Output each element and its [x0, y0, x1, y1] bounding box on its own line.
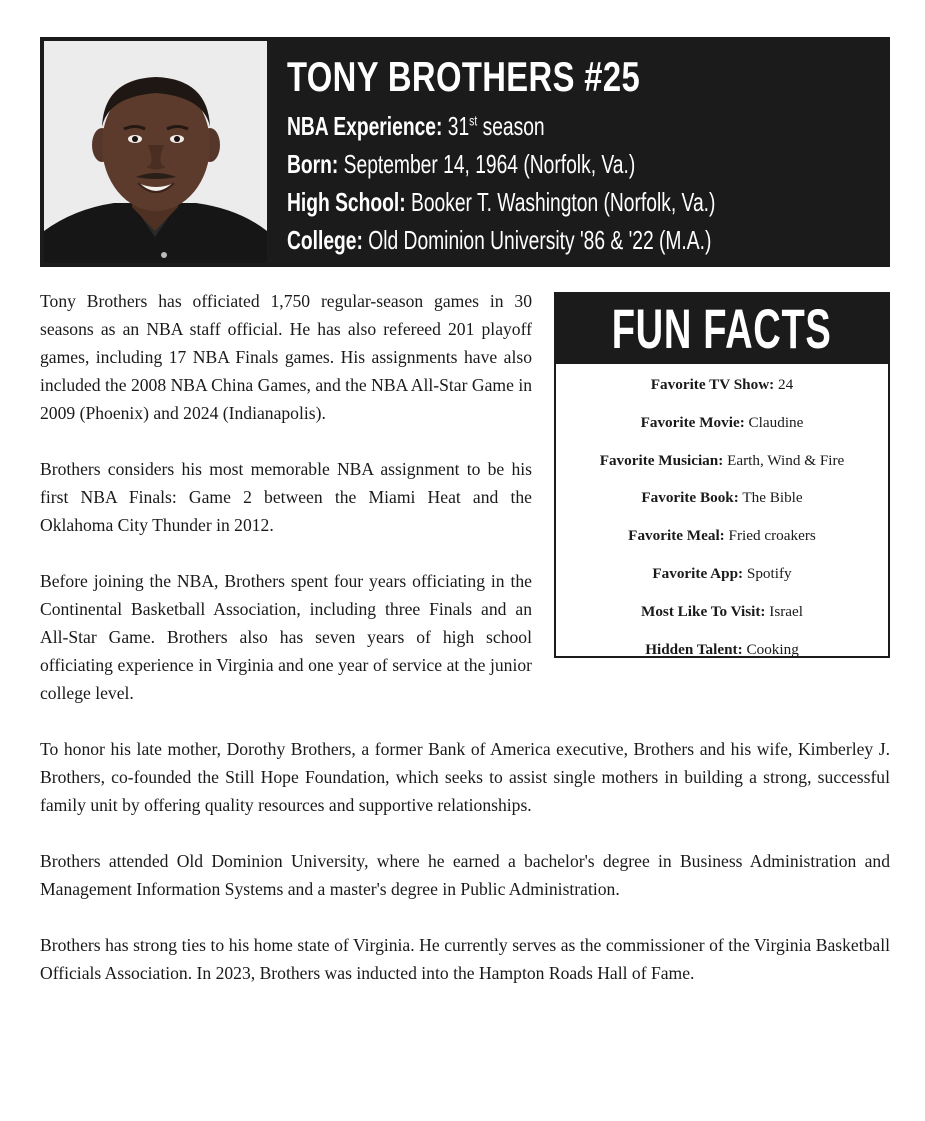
fun-fact-item [556, 404, 888, 442]
fun-fact-label: Favorite Movie: [640, 413, 745, 431]
fun-facts-box [554, 292, 890, 658]
fun-fact-item [556, 479, 888, 517]
bio-paragraph: Brothers considers his most memorable NBA assignment to be his first NBA Finals: Game 2 between the Miami Heat and the Oklahoma City Thunder in 2012. [40, 459, 532, 535]
fun-fact-value: Fried croakers [728, 527, 816, 545]
born-label: Born: [287, 149, 339, 179]
referee-name: TONY BROTHERS #25 [287, 53, 641, 100]
fun-fact-value: 24 [778, 376, 794, 393]
high-school-line [287, 183, 726, 221]
profile-header [40, 37, 890, 267]
fun-fact-item [556, 442, 888, 480]
fun-fact-label: Hidden Talent: [645, 640, 743, 658]
fun-facts-title [556, 294, 888, 364]
college-label: College: [287, 225, 363, 255]
profile-info [287, 51, 880, 259]
fun-fact-item [556, 517, 888, 555]
fun-fact-item [556, 366, 888, 404]
referee-portrait [44, 41, 267, 263]
fun-fact-item [556, 593, 888, 631]
fun-fact-label: Favorite Meal: [628, 527, 725, 545]
bio-section [40, 287, 890, 1015]
fun-fact-value: Spotify [746, 564, 792, 582]
fun-fact-value: Cooking [746, 640, 799, 658]
bio-paragraph: Tony Brothers has officiated 1,750 regular-season games in 30 seasons as an NBA staff official. He has also refereed 201 playoff games, including 17 NBA Finals games. His assignments have also included the 2008 NBA China Games, and the NBA All-Star Game in 2009 (Phoenix) and 2024 (Indianapolis). [40, 291, 532, 423]
fun-fact-label: Favorite Musician: [599, 451, 724, 469]
high-school-value: Booker T. Washington (Norfolk, Va.) [410, 187, 716, 217]
college-value: Old Dominion University '86 & '22 (M.A.) [368, 225, 712, 255]
born-line [287, 145, 726, 183]
fun-fact-label: Most Like To Visit: [640, 602, 766, 620]
fun-fact-label: Favorite App: [652, 564, 744, 582]
experience-value: 31 [447, 111, 470, 141]
fun-fact-item [556, 555, 888, 593]
fun-fact-value: Earth, Wind & Fire [727, 451, 845, 469]
experience-label: NBA Experience: [287, 111, 443, 141]
fun-fact-label: Favorite Book: [641, 489, 739, 507]
bio-paragraph: To honor his late mother, Dorothy Brothers, a former Bank of America executive, Brothers and his wife, Kimberley J. Brothers, co-founded the Still Hope Foundation, which seeks to assist single mothers in building a strong, successful family unit by offering quality resources and supportive relationships. [40, 739, 890, 815]
bio-paragraph: Brothers has strong ties to his home state of Virginia. He currently serves as the commissioner of the Virginia Basketball Officials Association. In 2023, Brothers was inducted into the Hampton Roads Hall of Fame. [40, 935, 890, 983]
high-school-label: High School: [287, 187, 406, 217]
fun-fact-value: The Bible [742, 489, 803, 507]
fun-fact-value: Claudine [748, 413, 804, 431]
born-value: September 14, 1964 (Norfolk, Va.) [343, 149, 636, 179]
experience-tail: season [482, 111, 545, 141]
fun-facts-title-text: FUN FACTS [612, 297, 832, 360]
experience-line [287, 107, 726, 145]
college-line [287, 221, 726, 259]
fun-fact-item [556, 631, 888, 669]
bio-paragraph: Before joining the NBA, Brothers spent four years officiating in the Continental Basketball Association, including three Finals and an All-Star Game. Brothers also has seven years of high school officiating experience in Virginia and one year of service at the junior college level. [40, 571, 532, 703]
fun-fact-value: Israel [769, 602, 803, 620]
bio-paragraph: Brothers attended Old Dominion University, where he earned a bachelor's degree in Business Administration and Management Information Systems and a master's degree in Public Administration. [40, 851, 890, 899]
fun-fact-label: Favorite TV Show: [650, 376, 775, 393]
experience-suffix: st [469, 112, 478, 129]
fun-facts-list [556, 364, 888, 668]
